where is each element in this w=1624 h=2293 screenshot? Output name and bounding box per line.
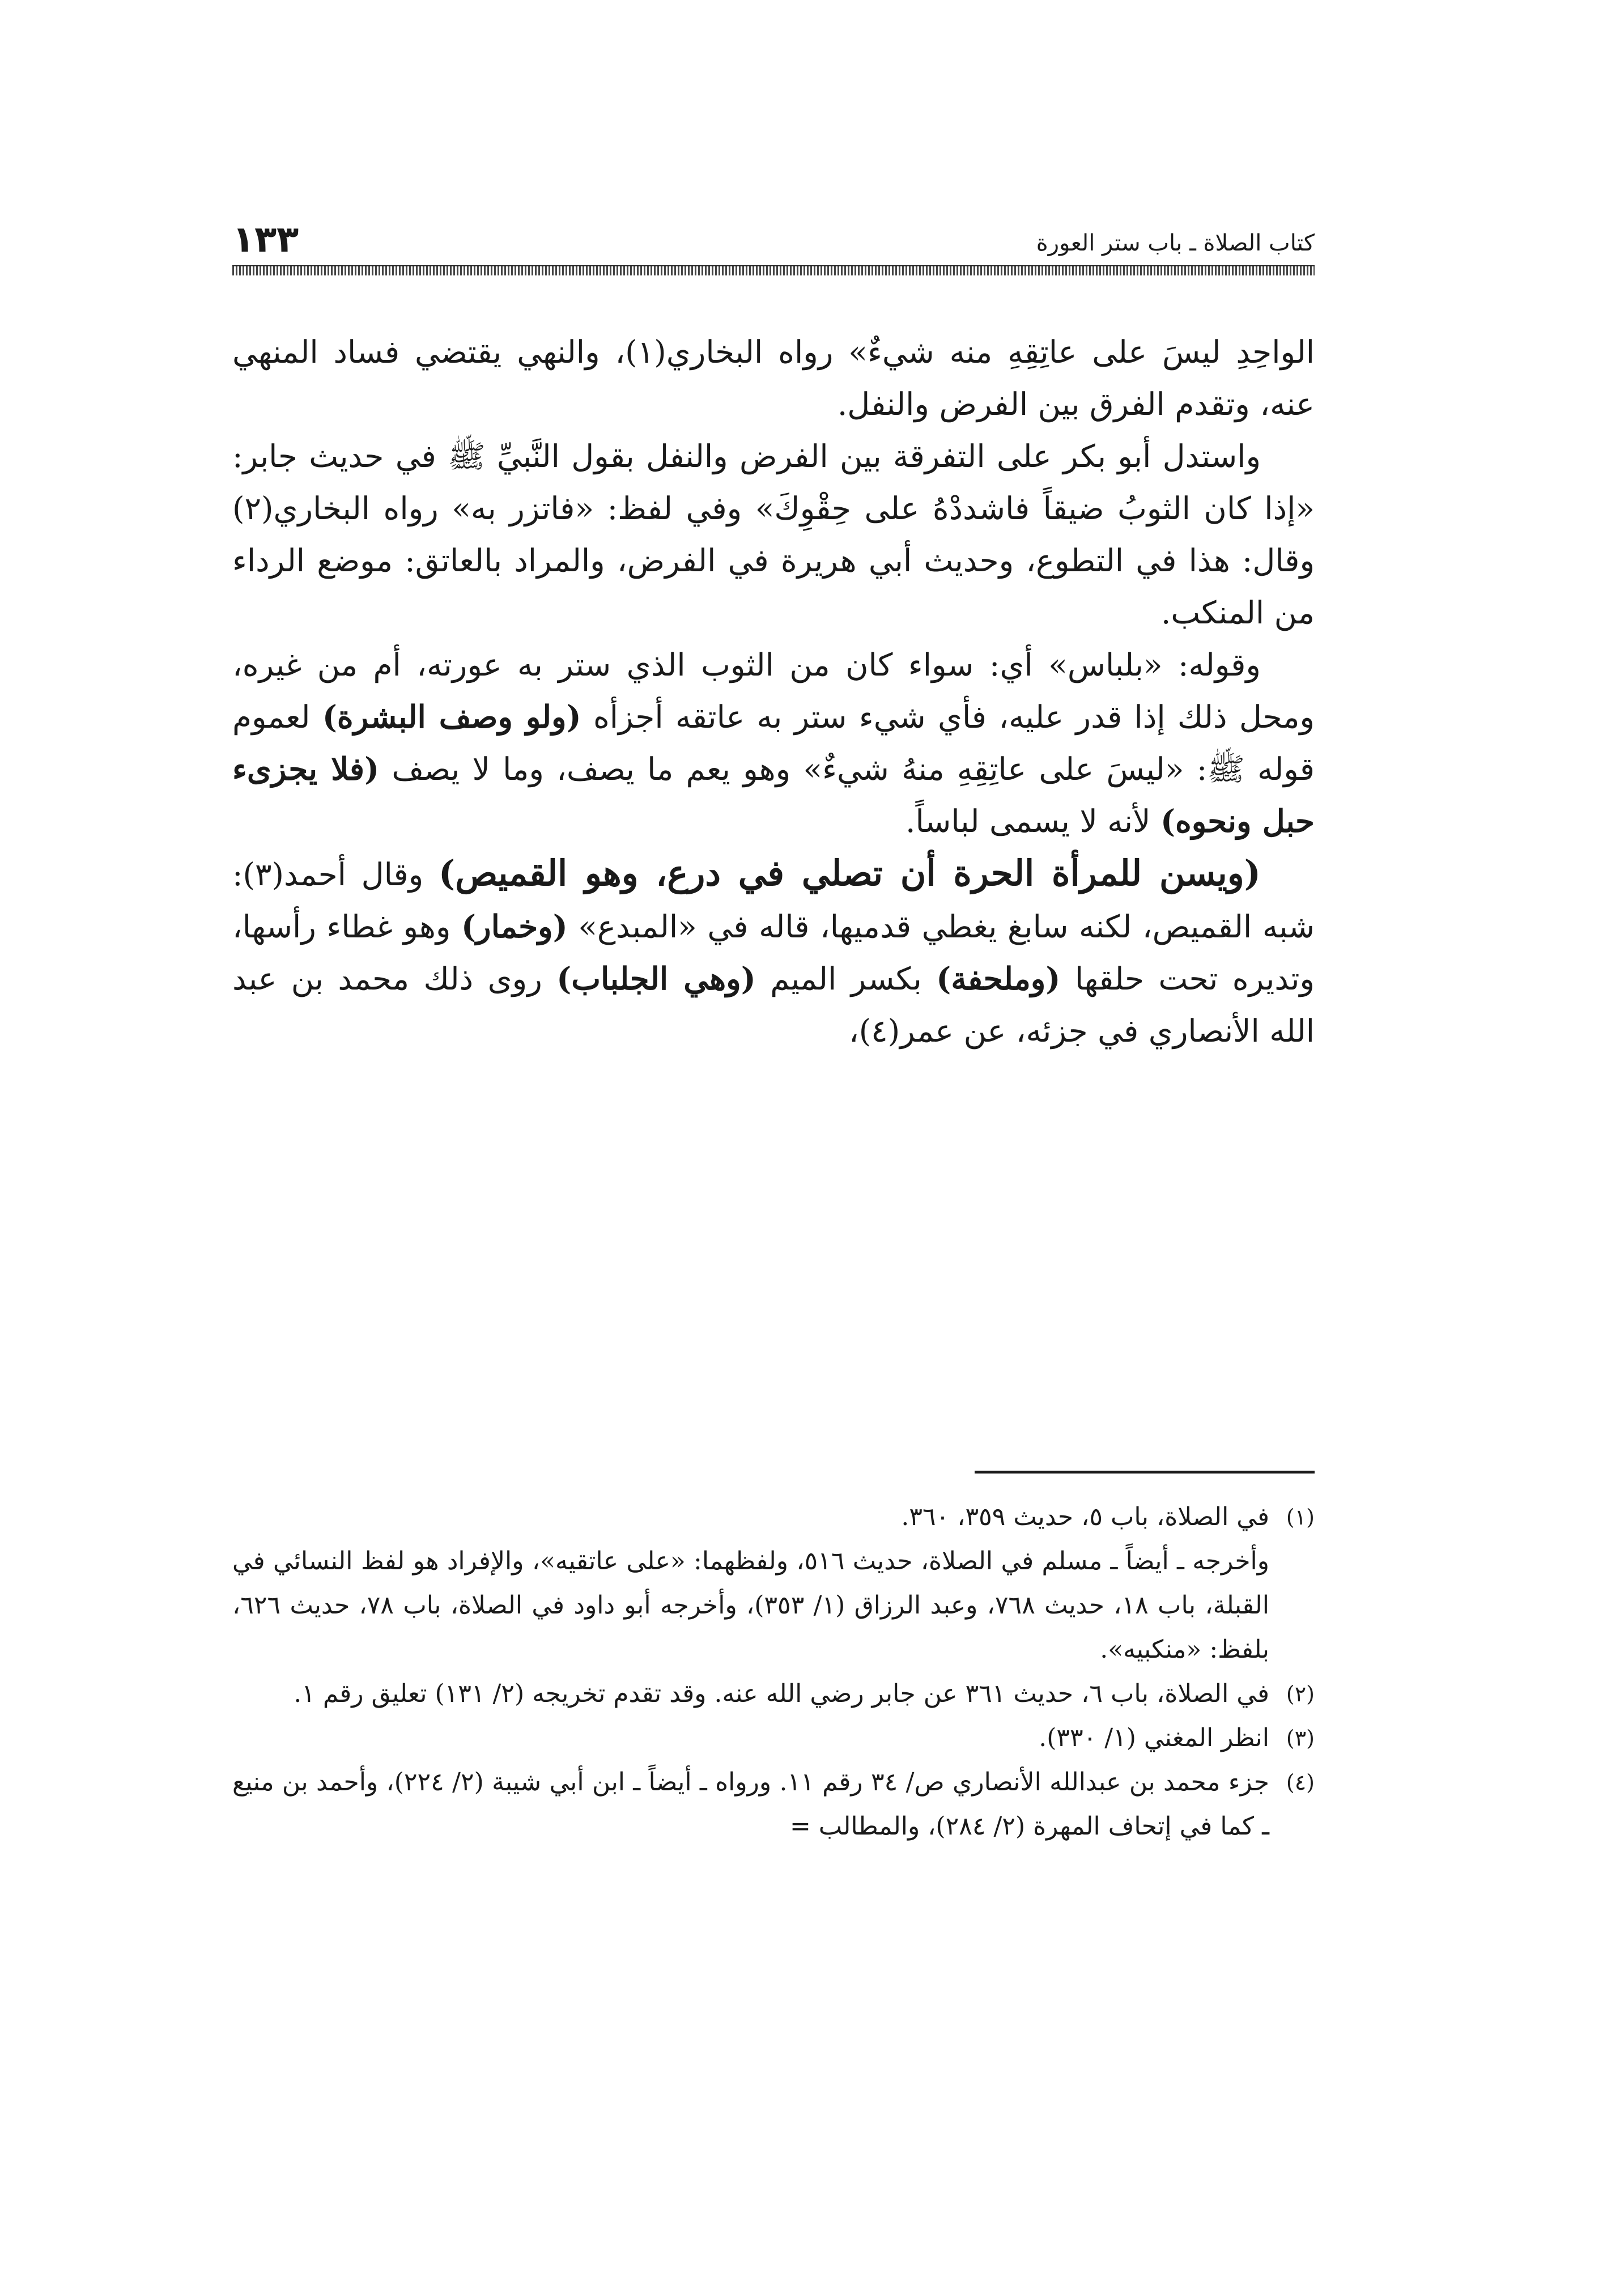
matn-ولو-وصف-البشرة: (ولو وصف البشرة) bbox=[322, 698, 581, 735]
footnote-2 bbox=[232, 1672, 1315, 1716]
main-text bbox=[232, 326, 1315, 1057]
footnote-text bbox=[232, 1495, 1269, 1672]
paragraph-4-text-e: روى ذلك محمد بن عبد الله الأنصاري في جزئه، عن عمر(٤)، bbox=[232, 961, 1315, 1049]
footnote-1 bbox=[232, 1495, 1315, 1672]
paragraph-4-text-c: وهو غطاء رأسها، وتديره تحت حلقها bbox=[232, 908, 1315, 997]
footnote-4 bbox=[232, 1760, 1315, 1849]
paragraph-4 bbox=[232, 847, 1315, 1057]
matn-وملحفة: (وملحفة) bbox=[936, 960, 1061, 997]
paragraph-2: واستدل أبو بكر على التفرقة بين الفرض والنفل بقول النَّبيِّ ﷺ في حديث جابر: «إذا كان الثوبُ ضيقاً فاشددْهُ على حِقْوِكَ» وفي لفظ: «فاتزر به» رواه البخاري(٢) وقال: هذا في التطوع، وحديث أبي هريرة في الفرض، والمراد بالعاتق: موضع الرداء من المنكب. bbox=[232, 438, 1315, 631]
footnotes bbox=[232, 1495, 1315, 1849]
footnote-text: في الصلاة، باب ٦، حديث ٣٦١ عن جابر رضي الله عنه. وقد تقدم تخريجه (٢/ ١٣١) تعليق رقم ١. bbox=[294, 1679, 1269, 1708]
paragraph-3-text-d: لأنه لا يسمى لباساً. bbox=[905, 803, 1160, 839]
matn-وخمار: (وخمار) bbox=[461, 908, 568, 945]
page-number: ١٣٣ bbox=[232, 219, 299, 261]
matn-فلا-يجزئ-حبل: (فلا يجزىء حبل ونحوه) bbox=[232, 750, 1315, 839]
footnote-line: في الصلاة، باب ٥، حديث ٣٥٩، ٣٦٠. bbox=[901, 1502, 1269, 1531]
matn-ويسن-للمرأة: (ويسن للمرأة الحرة أن تصلي في درع، وهو القميص) bbox=[438, 852, 1261, 894]
paragraph-3 bbox=[232, 639, 1315, 847]
paragraph-1: الواحِدِ ليسَ على عاتِقِهِ منه شيءٌ» رواه البخاري(١)، والنهي يقتضي فساد المنهي عنه، وتقدم الفرق بين الفرض والنفل. bbox=[232, 334, 1315, 422]
footnote-number: (٣) bbox=[1286, 1726, 1315, 1751]
running-title: كتاب الصلاة ـ باب ستر العورة bbox=[1036, 230, 1315, 256]
paragraph-3-text-c: لعموم قوله ﷺ: «ليسَ على عاتِقِهِ منهُ شيءٌ» وهو يعم ما يصف، وما لا يصف bbox=[232, 699, 1315, 787]
paragraph-4-text-d: بكسر الميم bbox=[755, 961, 937, 997]
book-page bbox=[232, 0, 1315, 2293]
footnote-number: (٢) bbox=[1286, 1681, 1315, 1706]
paragraph-4-text-a: وقال أحمد(٣): شبه القميص، لكنه سابغ يغطي قدميها، قاله في «المبدع» bbox=[232, 856, 1315, 945]
paragraph-3-text-a: وقوله: «بلباس» أي: سواء كان من الثوب الذي ستر به عورته، أم من غيره، ومحل ذلك إذا قدر عليه، فأي شيء ستر به عاتقه أجزأه bbox=[232, 647, 1315, 735]
footnote-line: وأخرجه ـ أيضاً ـ مسلم في الصلاة، حديث ٥١٦، ولفظهما: «على عاتقيه»، والإفراد هو لفظ النسائي في القبلة، باب ١٨، حديث ٧٦٨، وعبد الرزاق (١/ ٣٥٣)، وأخرجه أبو داود في الصلاة، باب ٧٨، حديث ٦٢٦، بلفظ: «منكبيه». bbox=[232, 1547, 1269, 1664]
footnote-number: (١) bbox=[1286, 1505, 1315, 1530]
footnote-3 bbox=[232, 1716, 1315, 1760]
footnote-text: جزء محمد بن عبدالله الأنصاري ص/ ٣٤ رقم ١١. ورواه ـ أيضاً ـ ابن أبي شيبة (٢/ ٢٢٤)، وأحمد بن منيع ـ كما في إتحاف المهرة (٢/ ٢٨٤)، والمطالب = bbox=[232, 1768, 1270, 1841]
page-header bbox=[232, 213, 1315, 261]
matn-وهي-الجلباب: (وهي الجلباب) bbox=[556, 960, 756, 997]
header-rule bbox=[232, 265, 1315, 275]
footnote-text: انظر المغني (١/ ٣٣٠). bbox=[1039, 1723, 1269, 1752]
footnote-divider bbox=[975, 1471, 1315, 1474]
footnote-number: (٤) bbox=[1286, 1770, 1315, 1795]
